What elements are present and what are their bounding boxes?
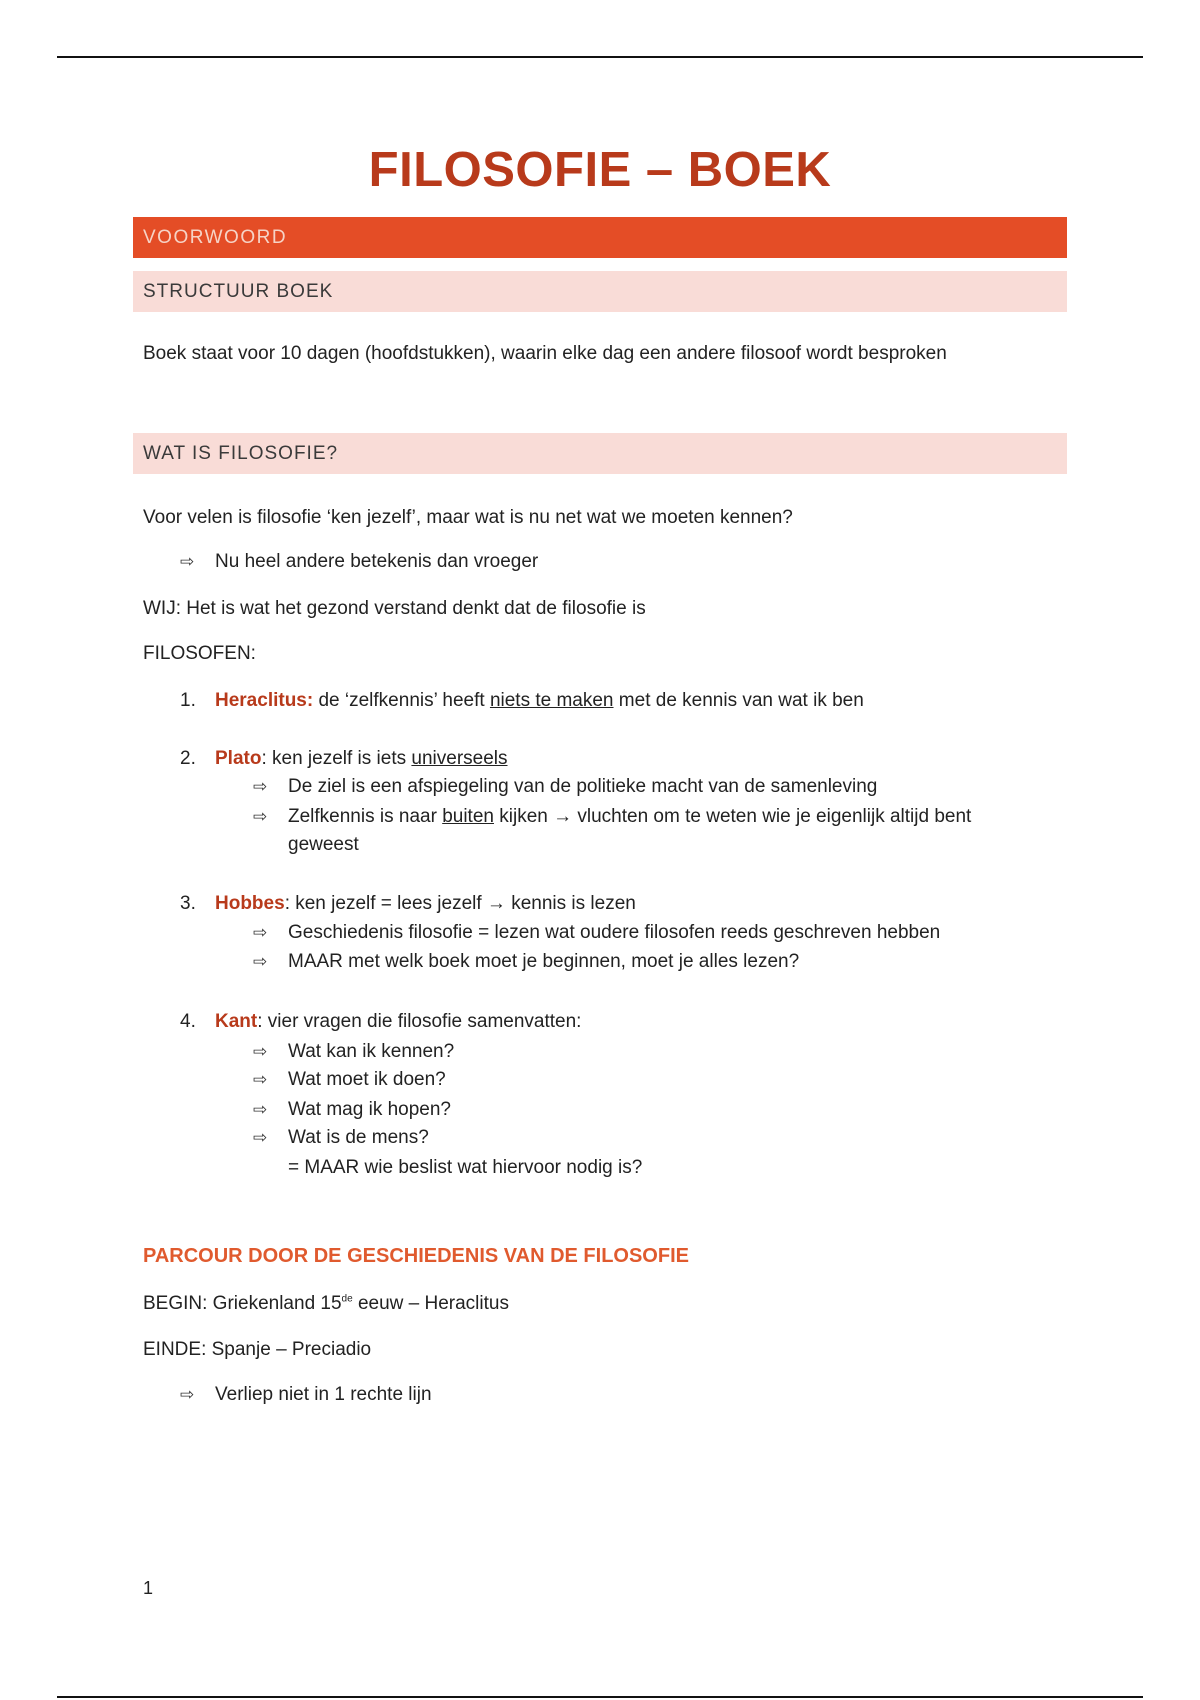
wij-text: WIJ: Het is wat het gezond verstand denkt dat de filosofie is [143, 598, 646, 619]
philosopher-name: Kant [215, 1011, 258, 1032]
kant-note: = MAAR wie beslist wat hiervoor nodig is? [288, 1157, 643, 1178]
item-text: kijken → vluchten om te weten wie je eigenlijk altijd bent [493, 806, 972, 827]
item-underline: universeels [411, 748, 508, 769]
footer-rule [57, 1696, 1143, 1698]
philosopher-name: Plato [215, 748, 262, 769]
item-text: met de kennis van wat ik ben [613, 690, 864, 711]
arrow-icon: ⇨ [253, 777, 268, 796]
einde-arrow-text: Verliep niet in 1 rechte lijn [215, 1384, 432, 1405]
philosopher-name: Heraclitus: [215, 690, 314, 711]
intro-text: Voor velen is filosofie ‘ken jezelf’, maar wat is nu net wat we moeten kennen? [143, 507, 793, 528]
plato-sub-2-continued: geweest [288, 834, 359, 855]
filosofen-label: FILOSOFEN: [143, 643, 256, 664]
list-number: 2. [180, 748, 196, 769]
heading-wat-is-filosofie: WAT IS FILOSOFIE? [133, 433, 1067, 474]
item-text: BEGIN: Griekenland 15 [143, 1293, 342, 1314]
kant-question-4: Wat is de mens? [288, 1127, 429, 1148]
arrow-icon: ⇨ [253, 923, 268, 942]
heading-structuur-boek: STRUCTUUR BOEK [133, 271, 1067, 312]
kant-question-1: Wat kan ik kennen? [288, 1041, 455, 1062]
arrow-icon: ⇨ [253, 807, 268, 826]
arrow-icon: ⇨ [253, 1042, 268, 1061]
item-text: : ken jezelf = lees jezelf → kennis is lezen [284, 893, 636, 914]
list-item-kant [215, 1011, 581, 1033]
page-number: 1 [143, 1578, 154, 1598]
philosopher-name: Hobbes [215, 893, 285, 914]
list-number: 1. [180, 690, 196, 711]
item-text: : ken jezelf is iets [261, 748, 412, 769]
item-underline: buiten [442, 806, 494, 827]
arrow-icon: ⇨ [253, 1100, 268, 1119]
list-item-heraclitus [215, 690, 864, 712]
superscript: de [341, 1293, 353, 1305]
hobbes-sub-2: MAAR met welk boek moet je beginnen, moet je alles lezen? [288, 951, 800, 972]
arrow-icon: ⇨ [253, 1128, 268, 1147]
plato-sub-1: De ziel is een afspiegeling van de politieke macht van de samenleving [288, 776, 878, 797]
item-text: : vier vragen die filosofie samenvatten: [257, 1011, 582, 1032]
arrow-icon: ⇨ [180, 552, 195, 571]
structuur-text: Boek staat voor 10 dagen (hoofdstukken), waarin elke dag een andere filosoof wordt besproken [143, 343, 947, 364]
list-item-plato [215, 748, 508, 770]
einde-text: EINDE: Spanje – Preciadio [143, 1339, 372, 1360]
list-number: 3. [180, 893, 196, 914]
heading-voorwoord: VOORWOORD [133, 217, 1067, 258]
list-number: 4. [180, 1011, 196, 1032]
item-text: Zelfkennis is naar [288, 806, 443, 827]
hobbes-sub-1: Geschiedenis filosofie = lezen wat oudere filosofen reeds geschreven hebben [288, 922, 941, 943]
intro-arrow-text: Nu heel andere betekenis dan vroeger [215, 551, 539, 572]
begin-text [143, 1293, 509, 1315]
list-item-hobbes [215, 893, 636, 915]
item-underline: niets te maken [489, 690, 614, 711]
header-rule [57, 56, 1143, 58]
document-title: FILOSOFIE – BOEK [368, 143, 832, 197]
arrow-icon: ⇨ [253, 952, 268, 971]
kant-question-2: Wat moet ik doen? [288, 1069, 446, 1090]
kant-question-3: Wat mag ik hopen? [288, 1099, 451, 1120]
item-text: eeuw – Heraclitus [352, 1293, 509, 1314]
arrow-icon: ⇨ [253, 1070, 268, 1089]
heading-parcour: PARCOUR DOOR DE GESCHIEDENIS VAN DE FILOSOFIE [143, 1245, 689, 1267]
plato-sub-2 [288, 806, 971, 828]
arrow-icon: ⇨ [180, 1385, 195, 1404]
item-text: de ‘zelfkennis’ heeft [313, 690, 490, 711]
